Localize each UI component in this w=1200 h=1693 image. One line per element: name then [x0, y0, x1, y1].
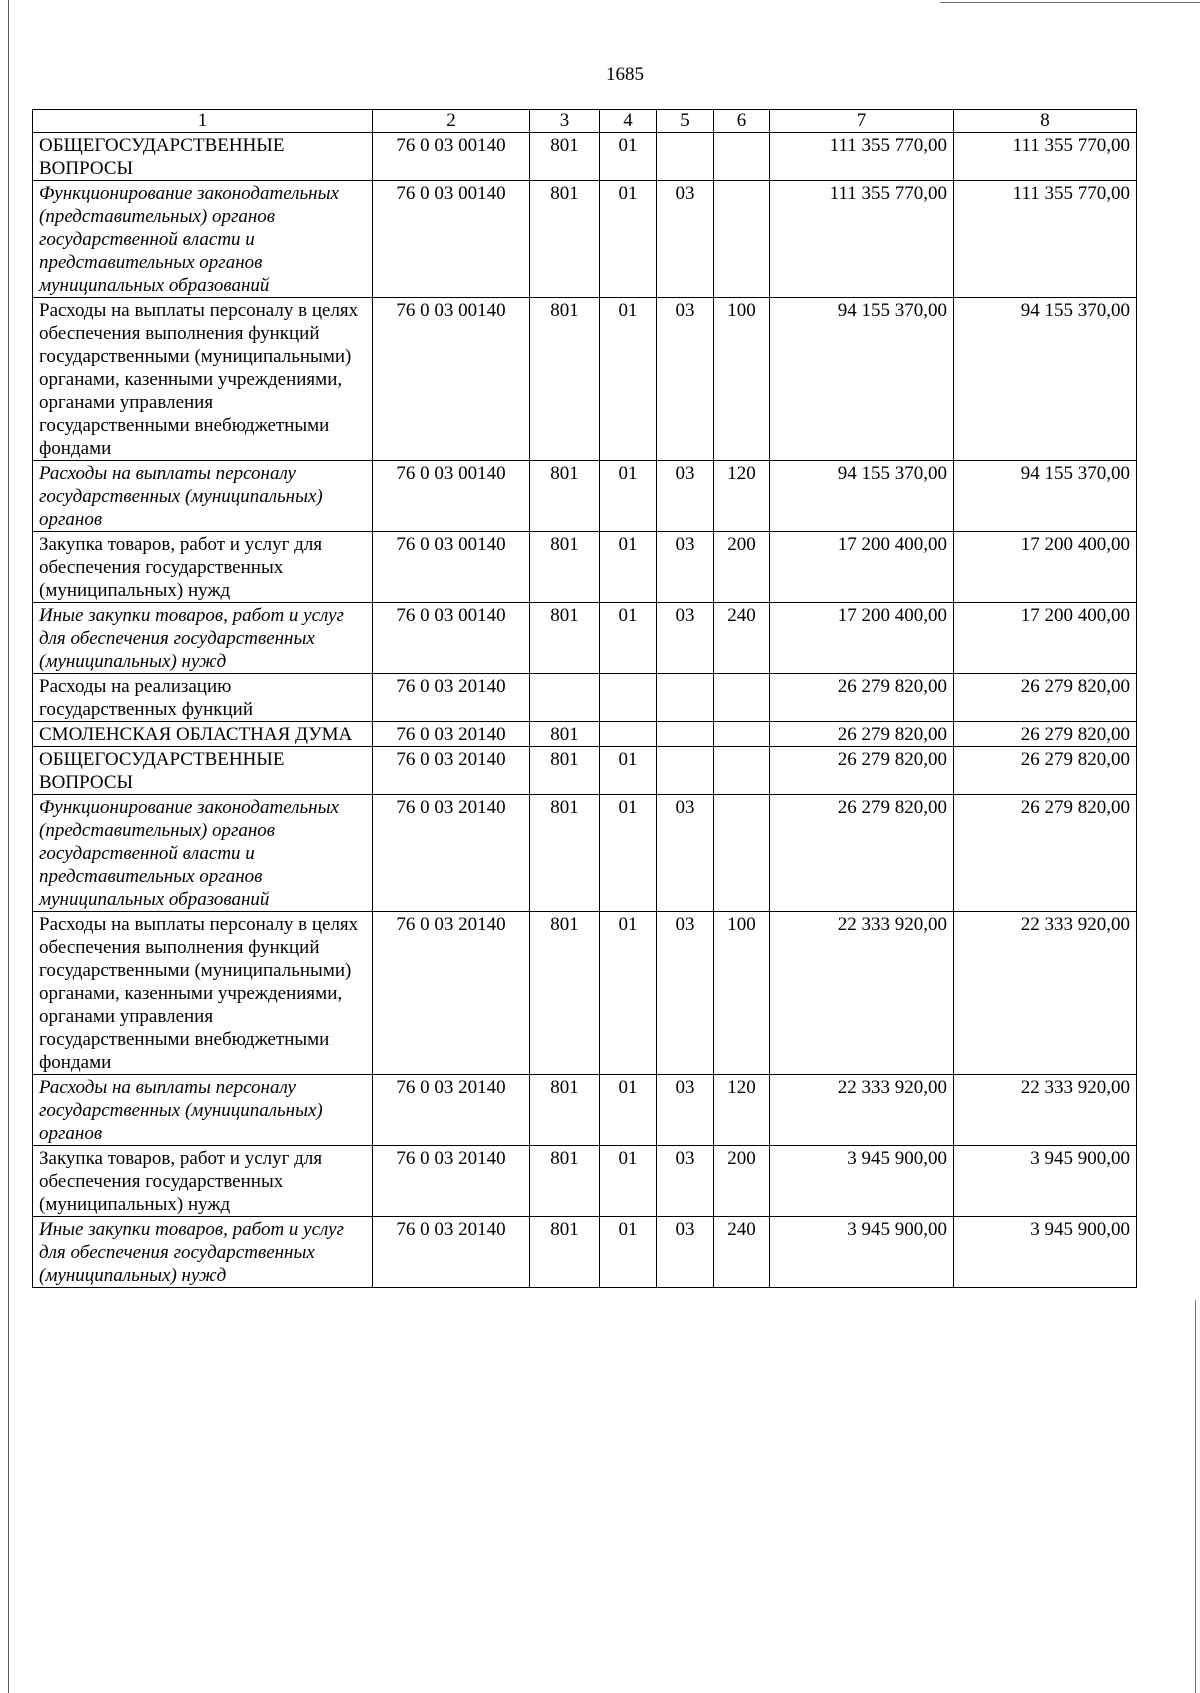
expense-type-cell: 100 — [714, 298, 770, 461]
section-code-cell — [600, 674, 657, 722]
expense-name-cell: Расходы на выплаты персоналу государственных (муниципальных) органов — [33, 1075, 373, 1146]
subsection-code-cell: 03 — [657, 461, 714, 532]
amount-year-2-cell: 94 155 370,00 — [954, 461, 1137, 532]
section-code-cell: 01 — [600, 603, 657, 674]
column-header-5: 5 — [657, 110, 714, 133]
expense-type-cell: 200 — [714, 532, 770, 603]
amount-year-1-cell: 3 945 900,00 — [770, 1217, 954, 1288]
expense-type-cell: 100 — [714, 912, 770, 1075]
column-header-2: 2 — [373, 110, 530, 133]
expense-name-cell: Расходы на выплаты персоналу государственных (муниципальных) органов — [33, 461, 373, 532]
table-body — [33, 133, 1137, 1288]
expense-type-cell — [714, 674, 770, 722]
target-article-cell: 76 0 03 20140 — [373, 722, 530, 747]
target-article-cell: 76 0 03 00140 — [373, 298, 530, 461]
ministry-code-cell: 801 — [530, 603, 600, 674]
column-header-4: 4 — [600, 110, 657, 133]
expense-name-cell: Расходы на выплаты персоналу в целях обеспечения выполнения функций государственными (муниципальными) органами, казенными учреждениями, органами управления государственными внебюджетными фондами — [33, 912, 373, 1075]
column-header-1: 1 — [33, 110, 373, 133]
subsection-code-cell: 03 — [657, 1217, 714, 1288]
subsection-code-cell: 03 — [657, 912, 714, 1075]
column-header-7: 7 — [770, 110, 954, 133]
table-row — [33, 1075, 1137, 1146]
section-code-cell: 01 — [600, 1146, 657, 1217]
column-header-3: 3 — [530, 110, 600, 133]
amount-year-1-cell: 26 279 820,00 — [770, 722, 954, 747]
ministry-code-cell: 801 — [530, 532, 600, 603]
target-article-cell: 76 0 03 20140 — [373, 1217, 530, 1288]
expense-type-cell: 240 — [714, 603, 770, 674]
column-header-6: 6 — [714, 110, 770, 133]
section-code-cell: 01 — [600, 747, 657, 795]
section-code-cell: 01 — [600, 298, 657, 461]
scan-top-edge-line — [940, 2, 1200, 3]
amount-year-2-cell: 111 355 770,00 — [954, 133, 1137, 181]
section-code-cell: 01 — [600, 795, 657, 912]
ministry-code-cell — [530, 674, 600, 722]
table-row — [33, 1217, 1137, 1288]
header-row — [33, 110, 1137, 133]
amount-year-1-cell: 22 333 920,00 — [770, 912, 954, 1075]
table-row — [33, 674, 1137, 722]
amount-year-1-cell: 111 355 770,00 — [770, 133, 954, 181]
target-article-cell: 76 0 03 00140 — [373, 181, 530, 298]
subsection-code-cell: 03 — [657, 298, 714, 461]
table-row — [33, 1146, 1137, 1217]
subsection-code-cell: 03 — [657, 603, 714, 674]
amount-year-2-cell: 3 945 900,00 — [954, 1217, 1137, 1288]
subsection-code-cell: 03 — [657, 1146, 714, 1217]
table-row — [33, 603, 1137, 674]
amount-year-2-cell: 17 200 400,00 — [954, 603, 1137, 674]
section-code-cell: 01 — [600, 532, 657, 603]
target-article-cell: 76 0 03 20140 — [373, 747, 530, 795]
section-code-cell: 01 — [600, 1075, 657, 1146]
ministry-code-cell: 801 — [530, 795, 600, 912]
amount-year-1-cell: 26 279 820,00 — [770, 747, 954, 795]
table-row — [33, 722, 1137, 747]
target-article-cell: 76 0 03 20140 — [373, 795, 530, 912]
table-row — [33, 912, 1137, 1075]
target-article-cell: 76 0 03 20140 — [373, 1146, 530, 1217]
expense-type-cell — [714, 722, 770, 747]
expense-name-cell: Функционирование законодательных (представительных) органов государственной власти и представительных органов муниципальных образований — [33, 181, 373, 298]
amount-year-1-cell: 17 200 400,00 — [770, 603, 954, 674]
expense-name-cell: ОБЩЕГОСУДАРСТВЕННЫЕ ВОПРОСЫ — [33, 747, 373, 795]
table-row — [33, 747, 1137, 795]
ministry-code-cell: 801 — [530, 461, 600, 532]
expense-name-cell: Расходы на реализацию государственных функций — [33, 674, 373, 722]
subsection-code-cell: 03 — [657, 795, 714, 912]
amount-year-1-cell: 26 279 820,00 — [770, 795, 954, 912]
expense-name-cell: Иные закупки товаров, работ и услуг для обеспечения государственных (муниципальных) нужд — [33, 1217, 373, 1288]
ministry-code-cell: 801 — [530, 1217, 600, 1288]
ministry-code-cell: 801 — [530, 1075, 600, 1146]
scan-left-edge-line — [8, 0, 9, 1693]
scan-right-edge-line — [1195, 1300, 1196, 1693]
amount-year-1-cell: 3 945 900,00 — [770, 1146, 954, 1217]
amount-year-2-cell: 22 333 920,00 — [954, 912, 1137, 1075]
amount-year-2-cell: 26 279 820,00 — [954, 747, 1137, 795]
table-row — [33, 532, 1137, 603]
subsection-code-cell: 03 — [657, 532, 714, 603]
table-row — [33, 133, 1137, 181]
ministry-code-cell: 801 — [530, 298, 600, 461]
section-code-cell: 01 — [600, 1217, 657, 1288]
amount-year-1-cell: 94 155 370,00 — [770, 461, 954, 532]
ministry-code-cell: 801 — [530, 912, 600, 1075]
column-header-8: 8 — [954, 110, 1137, 133]
table-row — [33, 181, 1137, 298]
amount-year-2-cell: 22 333 920,00 — [954, 1075, 1137, 1146]
subsection-code-cell — [657, 133, 714, 181]
expense-type-cell — [714, 795, 770, 912]
expense-name-cell: СМОЛЕНСКАЯ ОБЛАСТНАЯ ДУМА — [33, 722, 373, 747]
section-code-cell: 01 — [600, 461, 657, 532]
ministry-code-cell: 801 — [530, 133, 600, 181]
expense-name-cell: Закупка товаров, работ и услуг для обеспечения государственных (муниципальных) нужд — [33, 1146, 373, 1217]
target-article-cell: 76 0 03 00140 — [373, 603, 530, 674]
expense-type-cell — [714, 181, 770, 298]
section-code-cell: 01 — [600, 133, 657, 181]
expense-type-cell: 120 — [714, 1075, 770, 1146]
ministry-code-cell: 801 — [530, 1146, 600, 1217]
target-article-cell: 76 0 03 00140 — [373, 133, 530, 181]
table-row — [33, 795, 1137, 912]
expense-name-cell: Закупка товаров, работ и услуг для обеспечения государственных (муниципальных) нужд — [33, 532, 373, 603]
page-number: 1685 — [606, 64, 644, 85]
expense-name-cell: ОБЩЕГОСУДАРСТВЕННЫЕ ВОПРОСЫ — [33, 133, 373, 181]
amount-year-2-cell: 111 355 770,00 — [954, 181, 1137, 298]
budget-table — [32, 109, 1137, 1288]
target-article-cell: 76 0 03 00140 — [373, 461, 530, 532]
target-article-cell: 76 0 03 20140 — [373, 674, 530, 722]
expense-name-cell: Иные закупки товаров, работ и услуг для обеспечения государственных (муниципальных) нужд — [33, 603, 373, 674]
expense-type-cell — [714, 133, 770, 181]
amount-year-2-cell: 94 155 370,00 — [954, 298, 1137, 461]
subsection-code-cell — [657, 747, 714, 795]
expense-name-cell: Функционирование законодательных (представительных) органов государственной власти и представительных органов муниципальных образований — [33, 795, 373, 912]
section-code-cell: 01 — [600, 181, 657, 298]
table-row — [33, 298, 1137, 461]
table-row — [33, 461, 1137, 532]
target-article-cell: 76 0 03 00140 — [373, 532, 530, 603]
amount-year-1-cell: 111 355 770,00 — [770, 181, 954, 298]
ministry-code-cell: 801 — [530, 747, 600, 795]
ministry-code-cell: 801 — [530, 181, 600, 298]
amount-year-1-cell: 26 279 820,00 — [770, 674, 954, 722]
target-article-cell: 76 0 03 20140 — [373, 1075, 530, 1146]
subsection-code-cell — [657, 722, 714, 747]
section-code-cell — [600, 722, 657, 747]
amount-year-1-cell: 22 333 920,00 — [770, 1075, 954, 1146]
ministry-code-cell: 801 — [530, 722, 600, 747]
expense-type-cell — [714, 747, 770, 795]
amount-year-2-cell: 26 279 820,00 — [954, 722, 1137, 747]
subsection-code-cell: 03 — [657, 181, 714, 298]
amount-year-2-cell: 26 279 820,00 — [954, 674, 1137, 722]
expense-type-cell: 240 — [714, 1217, 770, 1288]
expense-type-cell: 200 — [714, 1146, 770, 1217]
expense-name-cell: Расходы на выплаты персоналу в целях обеспечения выполнения функций государственными (муниципальными) органами, казенными учреждениями, органами управления государственными внебюджетными фондами — [33, 298, 373, 461]
amount-year-1-cell: 17 200 400,00 — [770, 532, 954, 603]
amount-year-2-cell: 3 945 900,00 — [954, 1146, 1137, 1217]
target-article-cell: 76 0 03 20140 — [373, 912, 530, 1075]
amount-year-2-cell: 17 200 400,00 — [954, 532, 1137, 603]
section-code-cell: 01 — [600, 912, 657, 1075]
amount-year-1-cell: 94 155 370,00 — [770, 298, 954, 461]
expense-type-cell: 120 — [714, 461, 770, 532]
subsection-code-cell — [657, 674, 714, 722]
subsection-code-cell: 03 — [657, 1075, 714, 1146]
amount-year-2-cell: 26 279 820,00 — [954, 795, 1137, 912]
